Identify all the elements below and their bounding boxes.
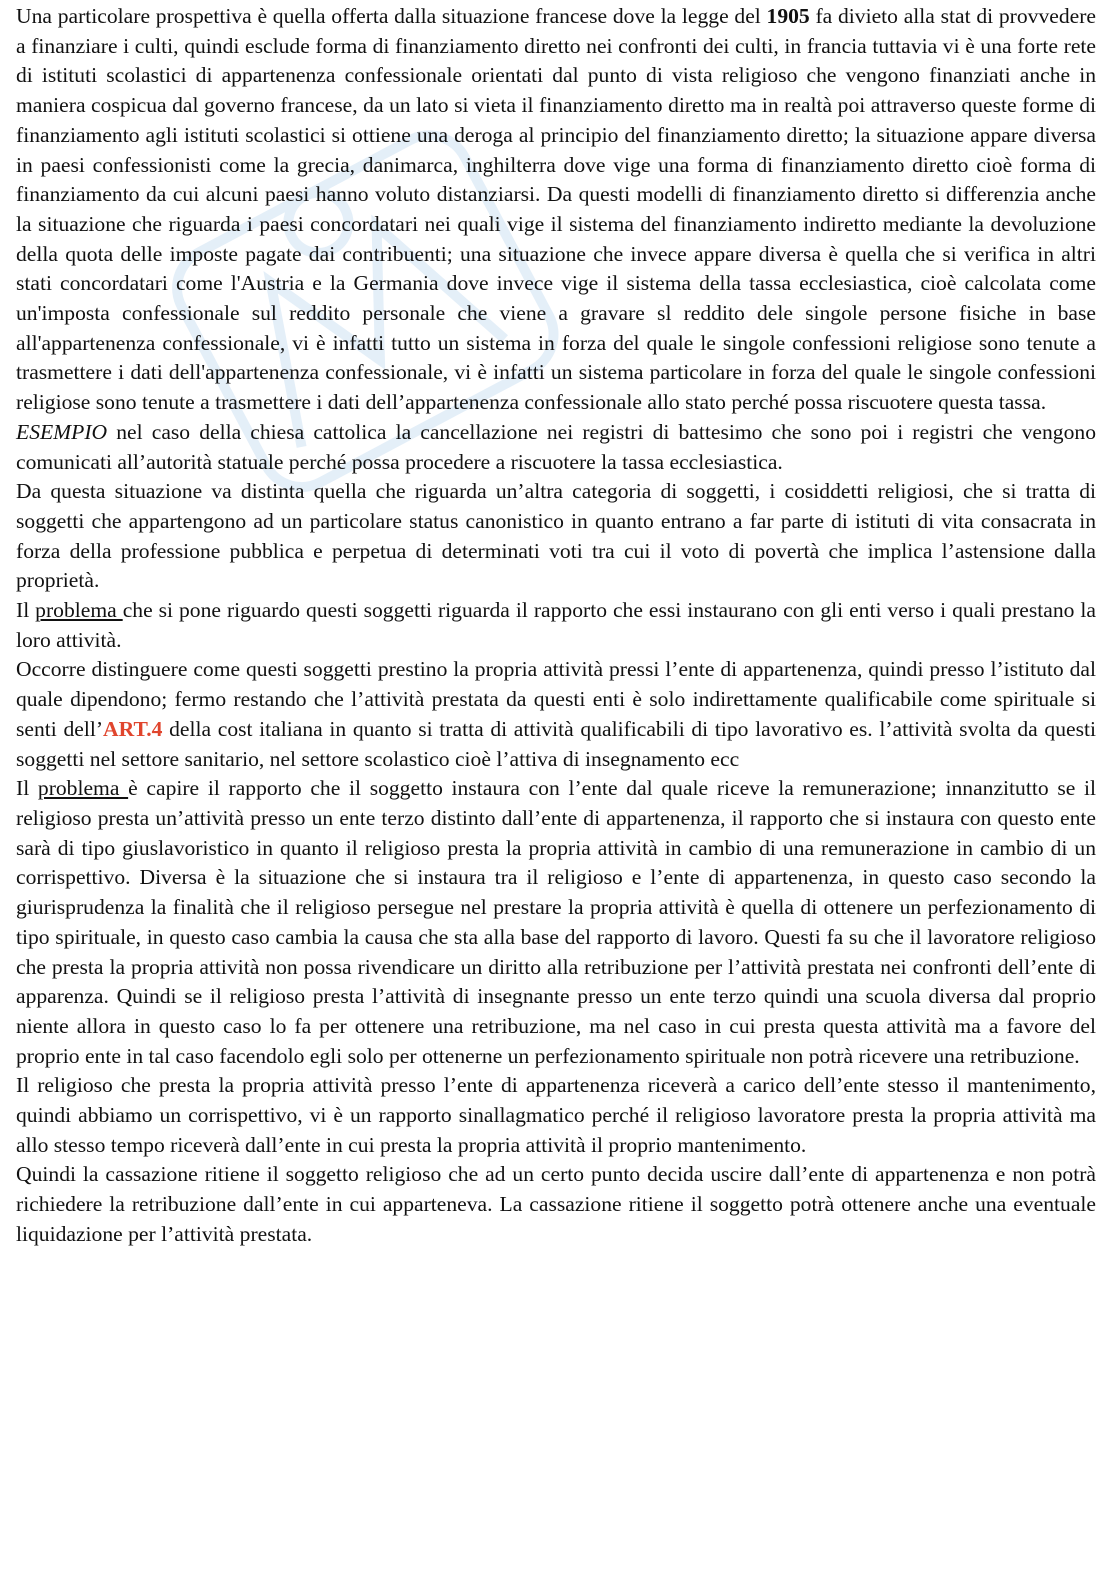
paragraph-mantenimento: [16, 1071, 1096, 1160]
paragraph-cassazione: [16, 1160, 1096, 1249]
underlined-problem: problema: [35, 598, 123, 623]
paragraph-attivita: [16, 655, 1096, 774]
paragraph-text: Il: [16, 776, 38, 801]
underlined-problem: problema: [37, 776, 129, 801]
paragraph-text: Occorre distinguere come questi soggetti prestino la propria attività pressi l’ente di appartenenza, quindi presso l’istituto dal quale dipendono; fermo restando che l’attività prestata da questi enti è solo indirettamente qualificabile come spirituale si senti dell’: [16, 657, 1096, 741]
paragraph-problem-enti: [16, 596, 1096, 655]
art-4-reference: ART.4: [103, 716, 163, 741]
document-page: [16, 2, 1096, 1250]
paragraph-text: che si pone riguardo questi soggetti riguarda il rapporto che essi instaurano con gli enti verso i quali prestano la loro attività.: [16, 598, 1096, 652]
paragraph-religiosi: [16, 477, 1096, 596]
paragraph-text: nel caso della chiesa cattolica la cancellazione nei registri di battesimo che sono poi i registri che vengono comunicati all’autorità statuale perché possa procedere a riscuotere la tassa ecclesiastica.: [16, 419, 1096, 474]
paragraph-text: della cost italiana in quanto si tratta di attività qualificabili di tipo lavorativo es. l’attività svolta da questi soggetti nel settore sanitario, nel settore scolastico cioè l’attiva di insegnamento ecc: [16, 716, 1096, 771]
paragraph-text: Il: [16, 598, 36, 623]
paragraph-text: Una particolare prospettiva è quella offerta dalla situazione francese dove la legge del: [16, 4, 767, 28]
paragraph-text: Da questa situazione va distinta quella che riguarda un’altra categoria di soggetti, i cosiddetti religiosi, che si tratta di soggetti che appartengono ad un particolare status canonistico in quanto entrano a far parte di istituti di vita consacrata in forza della professione pubblica e perpetua di determinati voti tra cui il voto di povertà che implica l’astensione dalla proprietà.: [16, 479, 1096, 593]
paragraph-text: Quindi la cassazione ritiene il soggetto religioso che ad un certo punto decida uscire dall’ente di appartenenza e non potrà richiedere la retribuzione dall’ente in cui apparteneva. La cassazione ritiene il soggetto potrà ottenere anche una eventuale liquidazione per l’attività prestata.: [16, 1162, 1096, 1246]
paragraph-text: fa divieto alla stat di provvedere a finanziare i culti, quindi esclude forma di finanziamento diretto nei confronti dei culti, in francia tuttavia vi è una forte rete di istituti scolastici di appartenenza confessionale orientati dal punto di vista religioso che vengono finanziati anche in maniera cospicua dal governo francese, da un lato si vieta il finanziamento diretto ma in realtà poi attraverso queste forme di finanziamento agli istituti scolastici si ottiene una deroga al principio del finanziamento diretto; la situazione appare diversa in paesi confessionisti come la grecia, danimarca, inghilterra dove vige una forma di finanziamento diretto cioè forma di finanziamento da cui alcuni paesi hanno voluto distanziarsi. Da questi modelli di finanziamento diretto si differenzia anche la situazione che riguarda i paesi concordatari nei quali vige il sistema del finanziamento indiretto mediante la devoluzione della quota delle imposte pagate dai contribuenti; una situazione che invece appare diversa è quella che si verifica in altri stati concordatari come l'Austria e la Germania dove invece vige il sistema della tassa ecclesiastica, cioè calcolata come un'imposta confessionale sul reddito personale che viene a gravare sl reddito dele singole persone fisiche in base all'appartenenza confessionale, vi è infatti tutto un sistema in forza del quale le singole confessioni religiose sono tenute a trasmettere i dati dell'appartenenza confessionale, vi è infatti un sistema particolare in forza del quale le singole confessioni religiose sono tenute a trasmettere i dati dell’appartenenza confessionale allo stato perché possa riscuotere questa tassa.: [16, 4, 1096, 415]
paragraph-example: [16, 418, 1096, 477]
paragraph-text: Il religioso che presta la propria attività presso l’ente di appartenenza riceverà a carico dell’ente stesso il mantenimento, quindi abbiamo un corrispettivo, vi è un rapporto sinallagmatico perché il religioso lavoratore presta la propria attività ma allo stesso tempo riceverà dall’ente in cui presta la propria attività il proprio mantenimento.: [16, 1073, 1096, 1157]
year-1905: 1905: [766, 4, 810, 28]
paragraph-france-financing: [16, 2, 1096, 418]
paragraph-text: è capire il rapporto che il soggetto instaura con l’ente dal quale riceve la remunerazione; innanzitutto se il religioso presta un’attività presso un ente terzo distinto dall’ente di appartenenza, il rapporto che si instaura con questo ente sarà di tipo giuslavoristico in quanto il religioso presta la propria attività in cambio di una remunerazione in cambio di un corrispettivo. Diversa è la situazione che si instaura tra il religioso e l’ente di appartenenza, in questo caso secondo la giurisprudenza la finalità che il religioso persegue nel prestare la propria attività è quella di ottenere un perfezionamento di tipo spirituale, in questo caso cambia la causa che sta alla base del rapporto di lavoro. Questi fa su che il lavoratore religioso che presta la propria attività non possa rivendicare un diritto alla retribuzione per l’attività prestata nei confronti dell’ente di apparenza. Quindi se il religioso presta l’attività di insegnante presso un ente terzo quindi una scuola diversa dal proprio niente allora in questo caso lo fa per ottenere una retribuzione, ma nel caso in cui presta questa attività ma a favore del proprio ente in tal caso facendolo egli solo per ottenerne un perfezionamento spirituale non potrà ricevere una retribuzione.: [16, 776, 1096, 1068]
paragraph-problem-remunerazione: [16, 774, 1096, 1071]
example-label: ESEMPIO: [16, 419, 108, 444]
